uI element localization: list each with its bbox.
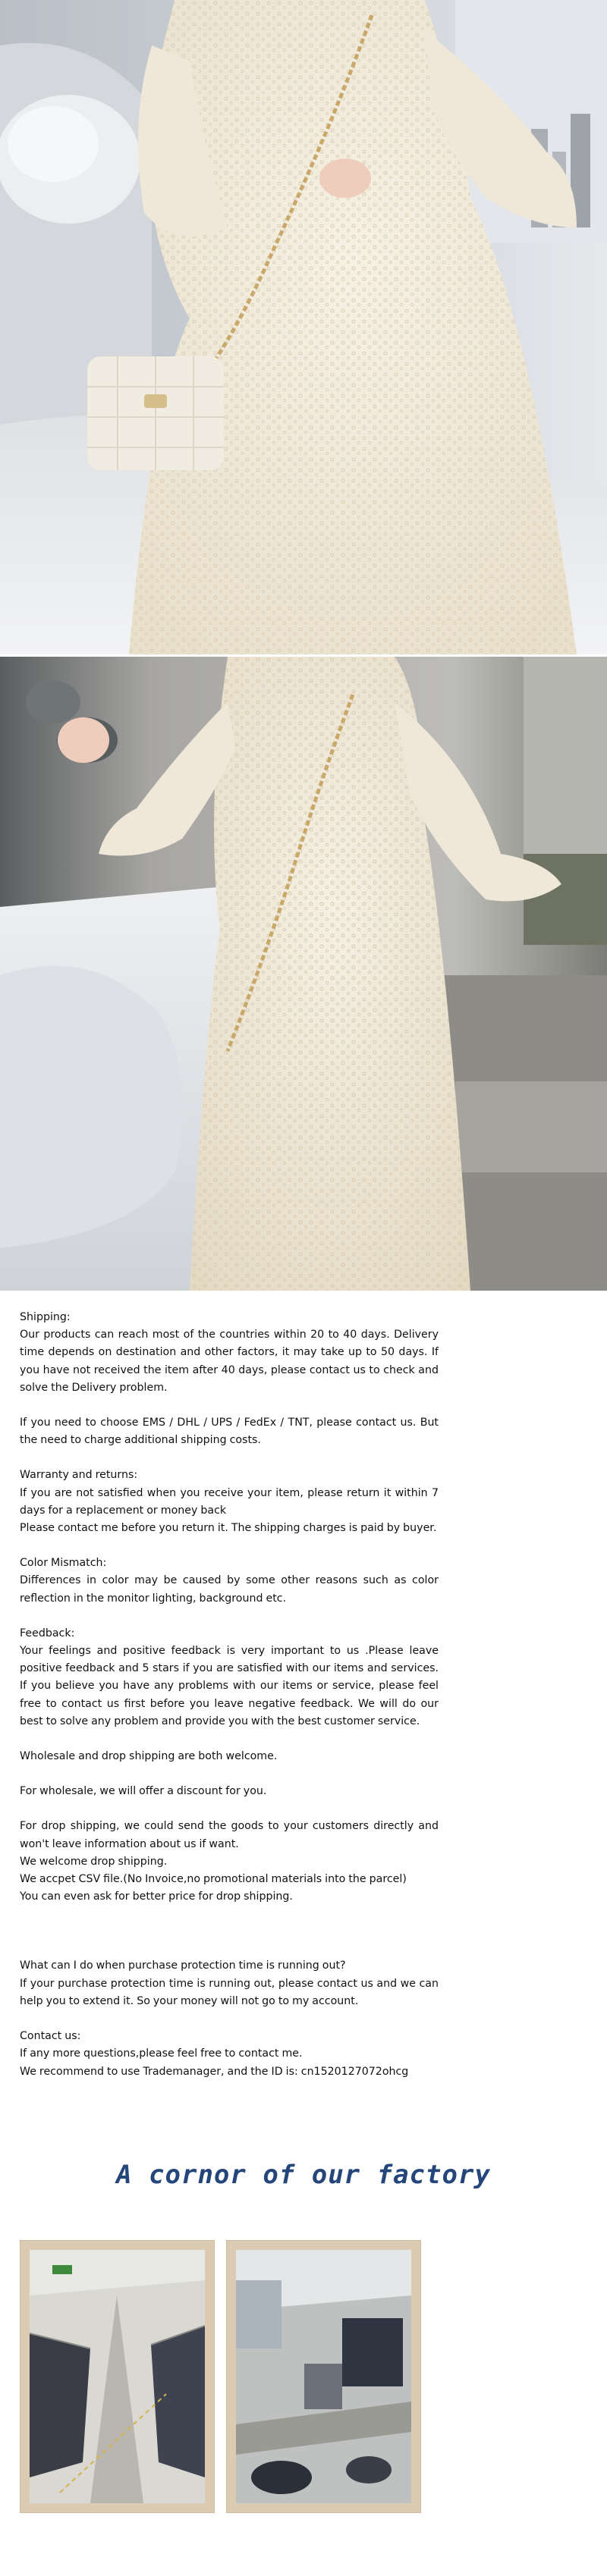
drop-shipping-line: For drop shipping, we could send the goods to your customers directly and won't leave information about us if want. xyxy=(20,1820,439,1850)
protection-question: What can I do when purchase protection time is running out? xyxy=(20,1959,346,1972)
feedback-heading: Feedback: xyxy=(20,1627,75,1639)
better-price-line: You can even ask for better price for drop shipping. xyxy=(20,1890,293,1903)
store-policy xyxy=(20,1309,439,2081)
csv-file-line: We accpet CSV file.(No Invoice,no promotional materials into the parcel) xyxy=(20,1873,407,1886)
shipping-couriers-paragraph: If you need to choose EMS / DHL / UPS / FedEx / TNT, please contact us. But the need to charge additional shipping costs. xyxy=(20,1417,439,1447)
warranty-contact-paragraph: Please contact me before you return it. The shipping charges is paid by buyer. xyxy=(20,1522,437,1535)
wholesale-line: Wholesale and drop shipping are both welcome. xyxy=(20,1750,278,1763)
warranty-paragraph: If you are not satisfied when you receive your item, please return it within 7 days for a replacement or money back xyxy=(20,1486,439,1517)
color-mismatch-heading: Color Mismatch: xyxy=(20,1557,107,1570)
contact-heading: Contact us: xyxy=(20,2030,81,2043)
factory-title: A cornor of our factory xyxy=(116,2160,491,2190)
shipping-paragraph: Our products can reach most of the countries within 20 to 40 days. Delivery time depends on destination and other factors, it may take up to 50 days. If you have not received the item after 40 days, please contact us to check and solve the Delivery problem. xyxy=(20,1329,439,1394)
drop-shipping-welcome-line: We welcome drop shipping. xyxy=(20,1855,168,1868)
wholesale-discount-line: For wholesale, we will offer a discount for you. xyxy=(20,1785,267,1798)
product-photo-full-length xyxy=(0,657,607,1291)
feedback-paragraph: Your feelings and positive feedback is very important to us .Please leave positive feedback and 5 stars if you are satisfied with our items and services. If you believe you have any problems with our items or service, please feel free to contact us first before you leave negative feedback. We will do our best to solve any problem and provide you with the best customer service. xyxy=(20,1645,439,1727)
trademanager-id-line: We recommend to use Trademanager, and the ID is: cn1520127072ohcg xyxy=(20,2065,409,2078)
factory-photo-warehouse xyxy=(20,2240,215,2513)
color-mismatch-paragraph: Differences in color may be caused by some other reasons such as color reflection in the monitor lighting, background etc. xyxy=(20,1574,439,1605)
shipping-heading: Shipping: xyxy=(20,1311,71,1323)
factory-photo-workshop xyxy=(226,2240,421,2513)
factory-photos xyxy=(20,2240,426,2513)
warranty-heading: Warranty and returns: xyxy=(20,1469,138,1482)
protection-answer: If your purchase protection time is running out, please contact us and we can help you to extend it. So your money will not go to my account. xyxy=(20,1977,439,2007)
contact-line: If any more questions,please feel free to contact me. xyxy=(20,2047,303,2060)
product-photo-front xyxy=(0,0,607,654)
